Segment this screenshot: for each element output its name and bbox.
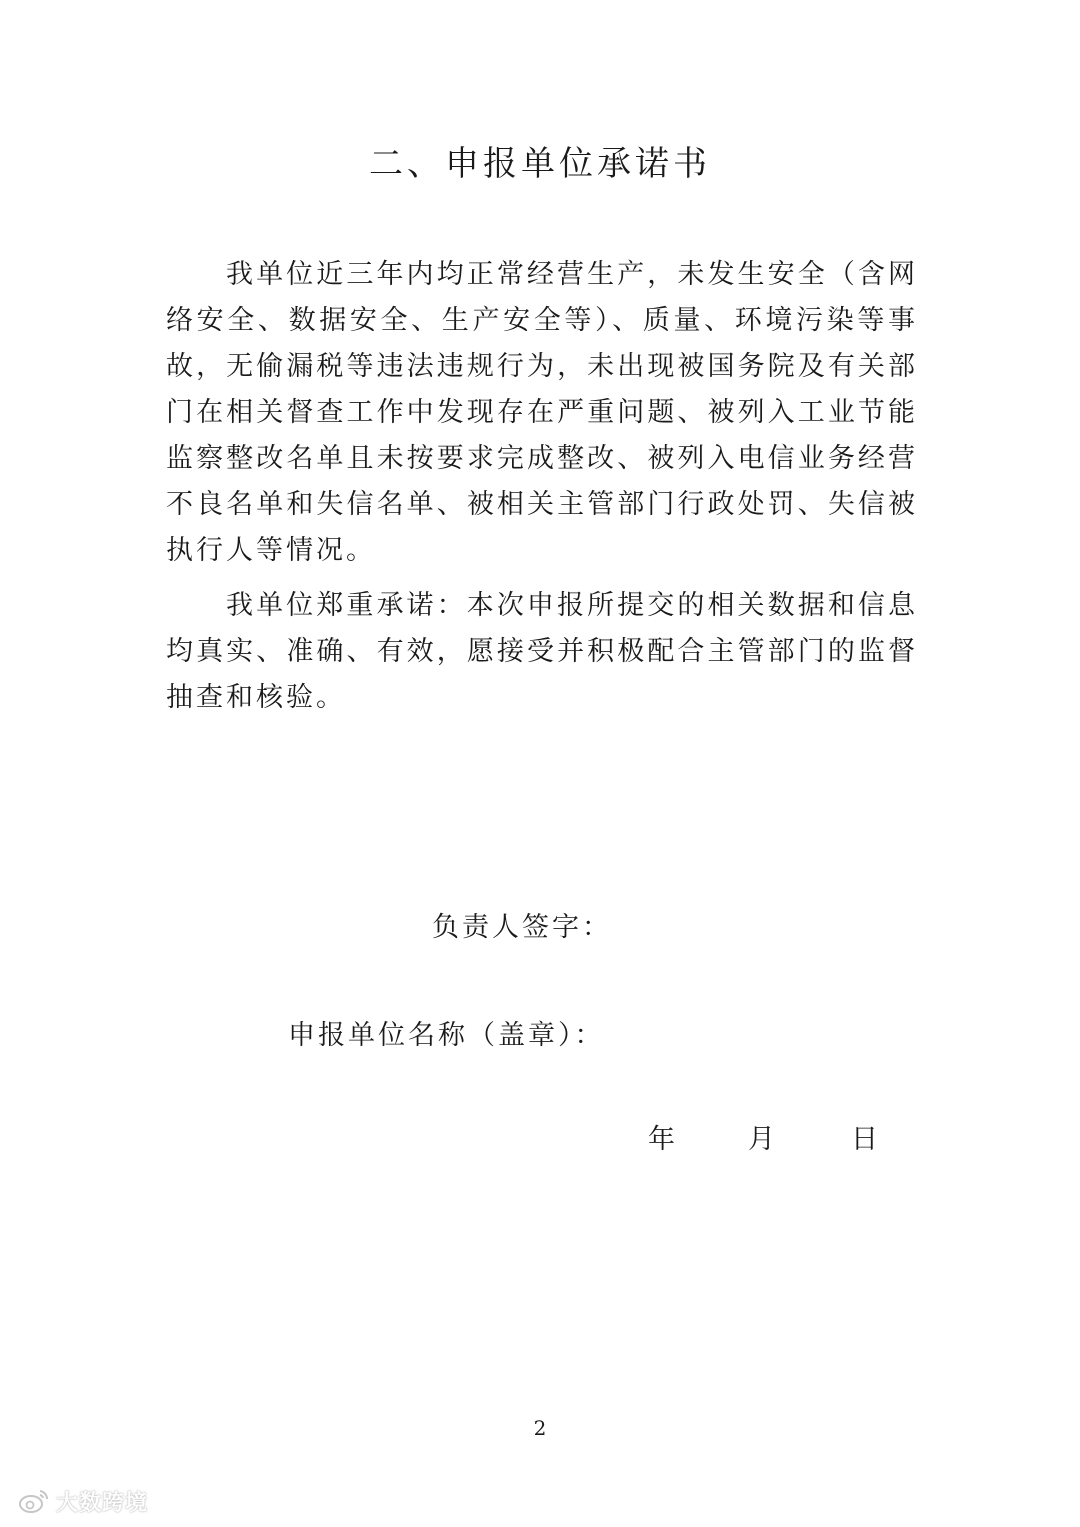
- commitment-paragraph-2: 我单位郑重承诺：本次申报所提交的相关数据和信息均真实、准确、有效，愿接受并积极配合主管部门的监督抽查和核验。: [166, 590, 918, 713]
- date-day-label: 日: [851, 1124, 878, 1155]
- page-number: 2: [533, 1416, 547, 1440]
- commitment-paragraph-1: 我单位近三年内均正常经营生产，未发生安全（含网络安全、数据安全、生产安全等）、质量、环境污染等事故，无偷漏税等违法违规行为，未出现被国务院及有关部门在相关督查工作中发现存在严重问题、被列入工业节能监察整改名单且未按要求完成整改、被列入电信业务经营不良名单和失信名单、被相关主管部门行政处罚、失信被执行人等情况。: [166, 259, 918, 566]
- weibo-logo-icon: [18, 1487, 50, 1515]
- signature-label: 负责人签字：: [432, 912, 612, 943]
- watermark: [18, 1484, 148, 1518]
- document-title: 二、申报单位承诺书: [369, 144, 711, 184]
- date-year-label: 年: [648, 1124, 675, 1155]
- watermark-text: 大数跨境: [56, 1490, 149, 1516]
- unit-name-label: 申报单位名称（盖章）：: [288, 1020, 605, 1051]
- date-month-label: 月: [748, 1124, 775, 1155]
